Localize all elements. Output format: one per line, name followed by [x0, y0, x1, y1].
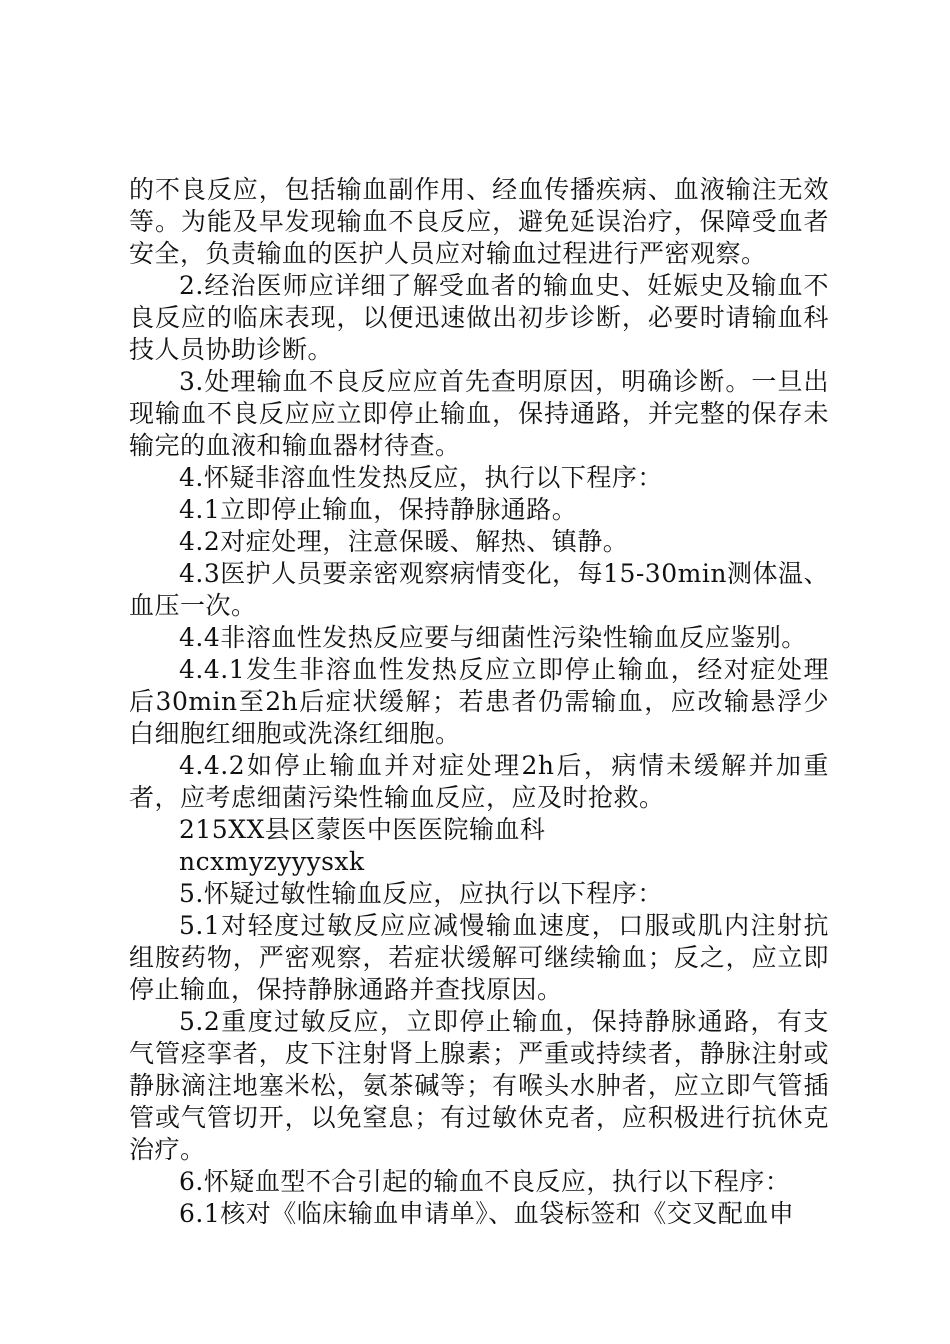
paragraph-6: 6.怀疑血型不合引起的输血不良反应，执行以下程序：	[179, 1167, 791, 1196]
paragraph-4: 4.怀疑非溶血性发热反应，执行以下程序：	[179, 463, 663, 492]
paragraph-4-3: 4.3医护人员要亲密观察病情变化，每15-30min测体温、血压一次。	[129, 559, 829, 620]
department-name: 215XX县区蒙医中医医院输血科	[179, 815, 546, 844]
paragraph-1: 的不良反应，包括输血副作用、经血传播疾病、血液输注无效等。为能及早发现输血不良反应，避免延误治疗，保障受血者安全，负责输血的医护人员应对输血过程进行严密观察。	[129, 175, 829, 268]
paragraph-4-4: 4.4非溶血性发热反应要与细菌性污染性输血反应鉴别。	[179, 623, 807, 652]
paragraph-5-1: 5.1对轻度过敏反应应减慢输血速度，口服或肌内注射抗组胺药物，严密观察，若症状缓解可继续输血；反之，应立即停止输血，保持静脉通路并查找原因。	[129, 911, 829, 1004]
paragraph-5: 5.怀疑过敏性输血反应，应执行以下程序：	[179, 879, 663, 908]
document-body	[129, 174, 829, 1230]
paragraph-4-1: 4.1立即停止输血，保持静脉通路。	[179, 495, 578, 524]
paragraph-6-1: 6.1核对《临床输血申请单》、血袋标签和《交叉配血申	[179, 1199, 795, 1228]
department-code: ncxmyzyyysxk	[179, 847, 365, 876]
paragraph-2: 2.经治医师应详细了解受血者的输血史、妊娠史及输血不良反应的临床表现，以便迅速做出初步诊断，必要时请输血科技人员协助诊断。	[129, 271, 829, 364]
paragraph-4-4-2: 4.4.2如停止输血并对症处理2h后，病情未缓解并加重者，应考虑细菌污染性输血反应，应及时抢救。	[129, 751, 829, 812]
paragraph-3: 3.处理输血不良反应应首先查明原因，明确诊断。一旦出现输血不良反应应立即停止输血，保持通路，并完整的保存未输完的血液和输血器材待查。	[129, 367, 829, 460]
paragraph-4-4-1: 4.4.1发生非溶血性发热反应立即停止输血，经对症处理后30min至2h后症状缓解；若患者仍需输血，应改输悬浮少白细胞红细胞或洗涤红细胞。	[129, 655, 829, 748]
paragraph-5-2: 5.2重度过敏反应，立即停止输血，保持静脉通路，有支气管痉挛者，皮下注射肾上腺素；严重或持续者，静脉注射或静脉滴注地塞米松，氨茶碱等；有喉头水肿者，应立即气管插管或气管切开，以免窒息；有过敏休克者，应积极进行抗休克治疗。	[129, 1007, 829, 1164]
paragraph-4-2: 4.2对症处理，注意保暖、解热、镇静。	[179, 527, 629, 556]
